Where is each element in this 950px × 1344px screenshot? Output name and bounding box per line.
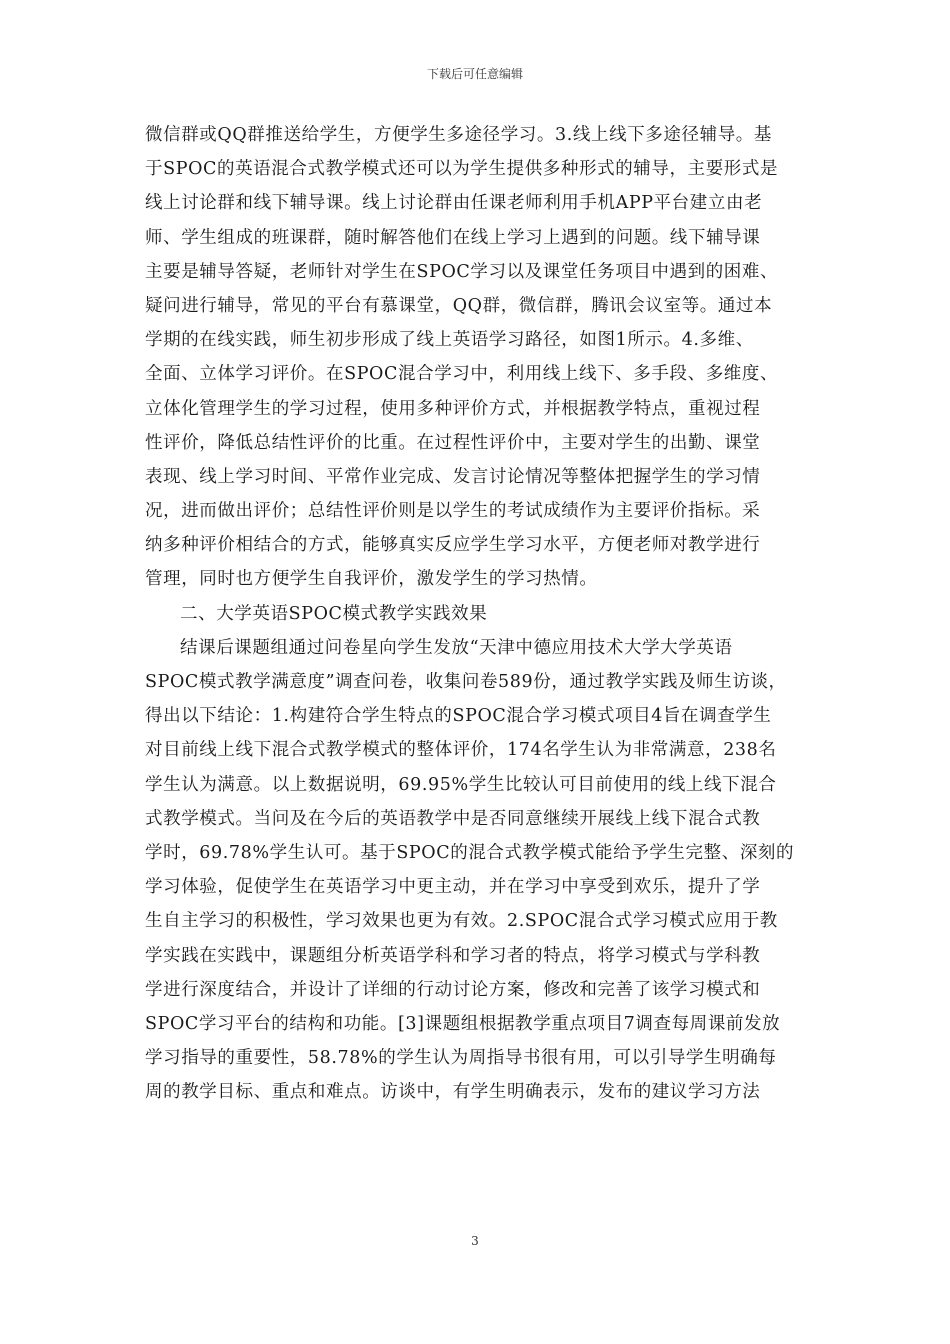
text-line: 学习体验，促使学生在英语学习中更主动，并在学习中享受到欢乐，提升了学 <box>145 877 761 898</box>
text-line: 师、学生组成的班课群，随时解答他们在线上学习上遇到的问题。线下辅导课 <box>145 227 761 248</box>
text-line: 学时，69.78%学生认可。基于SPOC的混合式教学模式能给予学生完整、深刻的 <box>145 842 795 863</box>
text-line: 得出以下结论：1.构建符合学生特点的SPOC混合学习模式项目4旨在调查学生 <box>145 706 772 727</box>
page-number: 3 <box>471 1234 479 1248</box>
body-text <box>145 118 807 1109</box>
text-line: 学进行深度结合，并设计了详细的行动讨论方案，修改和完善了该学习模式和 <box>145 979 761 1000</box>
text-line: 式教学模式。当问及在今后的英语教学中是否同意继续开展线上线下混合式教 <box>145 808 761 829</box>
text-line: 对目前线上线下混合式教学模式的整体评价，174名学生认为非常满意，238名 <box>145 740 777 761</box>
text-line: 学生认为满意。以上数据说明，69.95%学生比较认可目前使用的线上线下混合 <box>145 774 777 795</box>
text-line: 管理，同时也方便学生自我评价，激发学生的学习热情。 <box>145 569 598 590</box>
text-line: 纳多种评价相结合的方式，能够真实反应学生学习水平，方便老师对教学进行 <box>145 535 761 556</box>
text-line: 性评价，降低总结性评价的比重。在过程性评价中，主要对学生的出勤、课堂 <box>145 432 761 453</box>
text-line: 表现、线上学习时间、平常作业完成、发言讨论情况等整体把握学生的学习情 <box>145 466 761 487</box>
text-line: 况，进而做出评价；总结性评价则是以学生的考试成绩作为主要评价指标。采 <box>145 501 761 522</box>
text-line: 学期的在线实践，师生初步形成了线上英语学习路径，如图1所示。4.多维、 <box>145 330 754 351</box>
text-line: 学实践在实践中，课题组分析英语学科和学习者的特点，将学习模式与学科教 <box>145 945 761 966</box>
text-line: SPOC学习平台的结构和功能。[3]课题组根据教学重点项目7调查每周课前发放 <box>145 1013 781 1034</box>
text-line: 疑问进行辅导，常见的平台有慕课堂，QQ群，微信群，腾讯会议室等。通过本 <box>145 295 773 316</box>
text-line: 于SPOC的英语混合式教学模式还可以为学生提供多种形式的辅导，主要形式是 <box>145 159 779 180</box>
text-line: 周的教学目标、重点和难点。访谈中，有学生明确表示，发布的建议学习方法 <box>145 1082 761 1103</box>
page-header: 下载后可任意编辑 <box>426 67 523 81</box>
text-line: 微信群或QQ群推送给学生，方便学生多途径学习。3.线上线下多途径辅导。基 <box>145 125 772 145</box>
text-line: 主要是辅导答疑，老师针对学生在SPOC学习以及课堂任务项目中遇到的困难、 <box>145 261 779 282</box>
text-line: 结课后课题组通过问卷星向学生发放“天津中德应用技术大学大学英语 <box>180 637 733 658</box>
text-line: 全面、立体学习评价。在SPOC混合学习中，利用线上线下、多手段、多维度、 <box>145 364 779 385</box>
text-line: 立体化管理学生的学习过程，使用多种评价方式，并根据教学特点，重视过程 <box>145 398 761 419</box>
text-line: 生自主学习的积极性，学习效果也更为有效。2.SPOC混合式学习模式应用于教 <box>145 911 778 932</box>
text-line: SPOC模式教学满意度”调查问卷，收集问卷589份，通过教学实践及师生访谈， <box>145 672 787 692</box>
text-line: 学习指导的重要性，58.78%的学生认为周指导书很有用，可以引导学生明确每 <box>145 1048 777 1069</box>
text-line: 二、大学英语SPOC模式教学实践效果 <box>180 603 488 624</box>
text-line: 线上讨论群和线下辅导课。线上讨论群由任课老师利用手机APP平台建立由老 <box>145 193 763 214</box>
